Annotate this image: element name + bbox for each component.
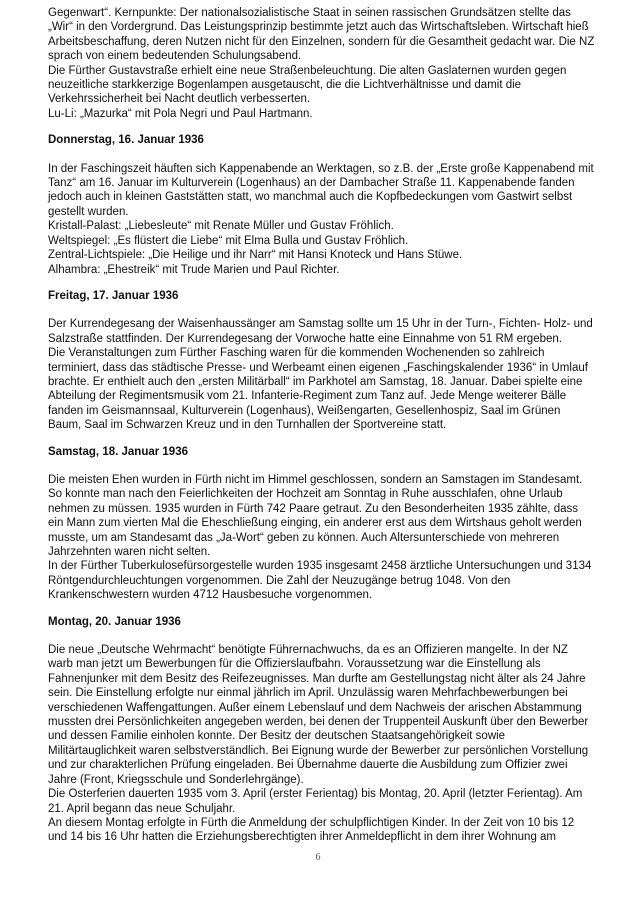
- cinema-listing: Weltspiegel: „Es flüstert die Liebe“ mit Elma Bulla und Gustav Fröhlich.: [48, 234, 409, 247]
- entry-date-heading: Freitag, 17. Januar 1936: [48, 289, 179, 302]
- entry-paragraph: In der Faschingszeit häuften sich Kappenabende an Werktagen, so z.B. der „Erste große Kappenabend mit Tanz“ am 16. Januar im Kulturverein (Logenhaus) an der Dambacher Straße 11. Kappenabende fanden jedoch auch in kleinen Gaststätten statt, wo manchmal auch die Kopfbedeckungen vom Gastwirt selbst gestellt wurden.: [48, 162, 594, 218]
- entry-date-heading: Montag, 20. Januar 1936: [48, 615, 181, 628]
- entry-date-heading: Samstag, 18. Januar 1936: [48, 445, 188, 458]
- page-number: 6: [315, 852, 321, 863]
- intro-paragraph: Gegenwart“. Kernpunkte: Der nationalsozialistische Staat in seinen rassischen Grundsätzen stellte das „Wir“ in den Vordergrund. Das Leistungsprinzip bestimmte jetzt auch das Wirtschaftsleben. Wirtschaft hieß Arbeitsbeschaffung, deren Nutzen nicht für den Einzelnen, sondern für die Gesamtheit gedacht war. Die NZ sprach von einem bedeutenden Schulungsabend.: [48, 7, 595, 63]
- entry-paragraph: Die Veranstaltungen zum Fürther Fasching waren für die kommenden Wochenenden so zahlreich terminiert, dass das städtische Presse- und Werbeamt einen eigenen „Faschingskalender 1936“ in Umlauf brachte. Er enthielt auch den „ersten Militärball“ im Parkhotel am Samstag, 18. Januar. Dabei spielte eine Abteilung der Regimentsmusik vom 21. Infanterie-Regiment zum Tanz auf. Jede Menge weiterer Bälle fanden im Geismannsaal, Kulturverein (Logenhaus), Weißengarten, Gesellenhospiz, Saal im Grünen Baum, Saal im Schwarzen Kreuz und in den Turnhallen der Sportvereine statt.: [48, 347, 588, 432]
- entry-paragraph: Die neue „Deutsche Wehrmacht“ benötigte Führernachwuchs, da es an Offizieren mangelte. In der NZ warb man jetzt um Bewerbungen für die Offizierslaufbahn. Voraussetzung war die Einstellung als Fahnenjunker mit dem Besitz des Reifezeugnisses. Man durfte am Gestellungstag nicht älter als 24 Jahre sein. Die Einstellung erfolgte nur einmal jährlich im April. Unzulässig waren Mehrfachbewerbungen bei verschiedenen Waffengattungen. Außer einem Lebenslauf und dem Nachweis der arischen Abstammung mussten drei Persönlichkeiten angegeben werden, bei denen der Truppenteil Auskunft über den Bewerber und dessen Familie einholen konnte. Der Besitz der deutschen Staatsangehörigkeit sowie Militärtauglichkeit waren selbstverständlich. Bei Eignung wurde der Bewerber zur persönlichen Vorstellung und zur charakterlichen Prüfung eingeladen. Bei Übernahme dauerte die Ausbildung zum Offizier zwei Jahre (Front, Kriegsschule und Sonderlehrgänge).: [48, 644, 589, 786]
- diary-entry: [48, 133, 596, 277]
- intro-paragraph: Lu-Li: „Mazurka“ mit Pola Negri und Paul Hartmann.: [48, 107, 313, 120]
- diary-entry: [48, 289, 596, 433]
- entry-paragraph: Der Kurrendegesang der Waisenhaussänger am Samstag sollte um 15 Uhr in der Turn-, Fichten- Holz- und Salzstraße stattfinden. Der Kurrendegesang der Vorwoche hatte eine Einnahme von 51 RM ergeben.: [48, 318, 593, 345]
- cinema-listing: Alhambra: „Ehestreik“ mit Trude Marien und Paul Richter.: [48, 263, 340, 276]
- entry-paragraph: An diesem Montag erfolgte in Fürth die Anmeldung der schulpflichtigen Kinder. In der Zeit von 10 bis 12 und 14 bis 16 Uhr hatten die Erziehungsberechtigten ihrer Anmeldepflicht in dem ihrer Wohnung am: [48, 816, 575, 844]
- intro-paragraph: Die Fürther Gustavstraße erhielt eine neue Straßenbeleuchtung. Die alten Gaslaternen wurden gegen neuzeitliche starkkerzige Bogenlampen ausgetauscht, die die Lichtverhältnisse und damit die Verkehrssicherheit bei Nacht deutlich verbesserten.: [48, 64, 567, 106]
- intro-section: [48, 6, 596, 121]
- diary-entry: [48, 445, 596, 603]
- cinema-listing: Zentral-Lichtspiele: „Die Heilige und ihr Narr“ mit Hansi Knoteck und Hans Stüwe.: [48, 249, 463, 262]
- entry-paragraph: In der Fürther Tuberkulosefürsorgestelle wurden 1935 insgesamt 2458 ärztliche Untersuchungen und 3134 Röntgendurchleuchtungen vorgenommen. Die Zahl der Neuzugänge betrug 1048. Von den Krankenschwestern wurden 4712 Hausbesuche vorgenommen.: [48, 560, 592, 602]
- cinema-listing: Kristall-Palast: „Liebesleute“ mit Renate Müller und Gustav Fröhlich.: [48, 220, 394, 233]
- entry-paragraph: Die meisten Ehen wurden in Fürth nicht im Himmel geschlossen, sondern an Samstagen im Standesamt. So konnte man nach den Feierlichkeiten der Hochzeit am Sonntag in Ruhe ausschlafen, ohne Urlaub nehmen zu müssen. 1935 wurden in Fürth 742 Paare getraut. Zu den Besonderheiten 1935 zählte, dass ein Mann zum vierten Mal die Eheschließung einging, ein anderer erst aus dem Wirtshaus geholt werden musste, um am Standesamt das „Ja-Wort“ geben zu können. Auch Altersunterschiede von mehreren Jahrzehnten waren nicht selten.: [48, 473, 583, 558]
- entry-paragraph: Die Osterferien dauerten 1935 vom 3. April (erster Ferientag) bis Montag, 20. April (letzter Ferientag). Am 21. April begann das neue Schuljahr.: [48, 788, 583, 815]
- entry-date-heading: Donnerstag, 16. Januar 1936: [48, 134, 204, 147]
- document-page: [48, 6, 596, 845]
- diary-entry: [48, 615, 596, 845]
